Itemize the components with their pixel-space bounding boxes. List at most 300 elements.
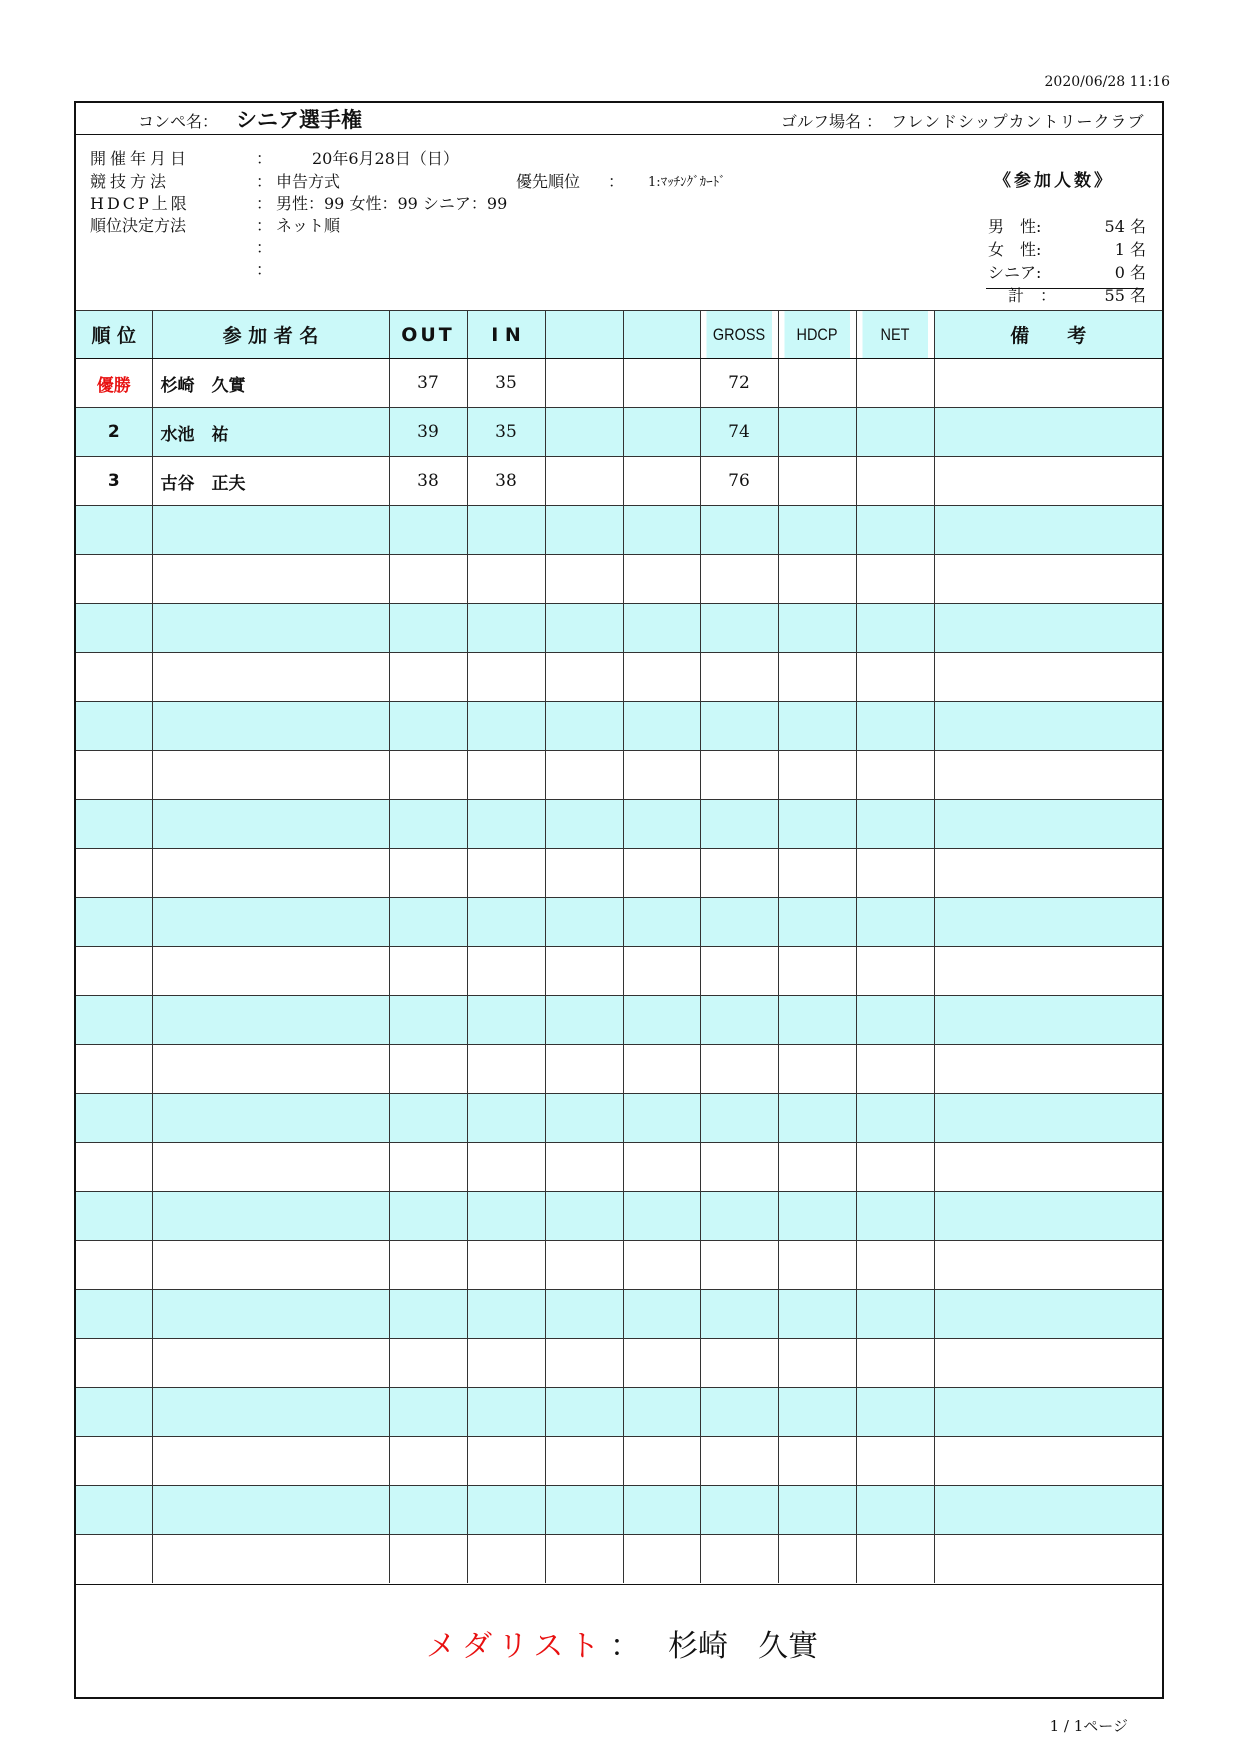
table-cell (778, 1143, 856, 1192)
table-cell (700, 1045, 778, 1094)
table-cell (545, 1143, 623, 1192)
table-cell (152, 1094, 389, 1143)
table-cell (934, 359, 1162, 408)
table-cell (76, 849, 152, 898)
table-cell (545, 1045, 623, 1094)
count-label: シニア: (988, 263, 1042, 282)
table-cell (856, 359, 934, 408)
table-cell: 古谷 正夫 (152, 457, 389, 506)
table-cell (389, 1535, 467, 1584)
table-row (76, 1045, 1162, 1094)
table-cell (934, 408, 1162, 457)
table-cell (934, 996, 1162, 1045)
table-cell (700, 1388, 778, 1437)
table-cell (545, 947, 623, 996)
course-name: フレンドシップカントリークラブ (891, 112, 1145, 131)
table-cell (623, 751, 700, 800)
table-cell (623, 555, 700, 604)
table-cell (545, 1388, 623, 1437)
table-cell (856, 653, 934, 702)
table-cell (856, 996, 934, 1045)
medalist-section (76, 1584, 1162, 1697)
table-cell (389, 751, 467, 800)
table-row (76, 1241, 1162, 1290)
table-cell (545, 1241, 623, 1290)
table-cell (389, 555, 467, 604)
table-cell (467, 849, 545, 898)
table-cell (623, 1143, 700, 1192)
col-participant: 参 加 者 名 (152, 311, 389, 359)
colon: ： (608, 172, 625, 191)
table-cell (700, 555, 778, 604)
table-cell (76, 702, 152, 751)
count-value: 54 名 (1104, 217, 1146, 236)
table-row (76, 751, 1162, 800)
table-cell (467, 800, 545, 849)
table-cell (389, 849, 467, 898)
table-cell (700, 800, 778, 849)
table-cell (934, 506, 1162, 555)
date-label: 開催年月日 (90, 149, 191, 168)
table-cell (545, 996, 623, 1045)
table-row (76, 1094, 1162, 1143)
table-cell (778, 849, 856, 898)
col-gross: GROSS (706, 311, 772, 359)
table-cell (700, 653, 778, 702)
table-cell (623, 506, 700, 555)
table-cell (389, 996, 467, 1045)
table-cell (856, 1094, 934, 1143)
table-cell (76, 506, 152, 555)
table-row (76, 653, 1162, 702)
table-cell (934, 1094, 1162, 1143)
table-cell (778, 947, 856, 996)
table-row (76, 800, 1162, 849)
rank-method-value: ネット順 (276, 216, 341, 235)
table-row (76, 408, 1162, 457)
table-row (76, 604, 1162, 653)
table-cell: 38 (467, 457, 545, 506)
table-cell (700, 1290, 778, 1339)
table-cell (76, 653, 152, 702)
table-cell (623, 1290, 700, 1339)
table-cell (778, 1486, 856, 1535)
table-cell (934, 702, 1162, 751)
table-cell (856, 751, 934, 800)
table-cell (467, 1241, 545, 1290)
table-cell (76, 555, 152, 604)
table-cell (778, 1094, 856, 1143)
col-rank: 順 位 (76, 311, 152, 359)
table-cell (152, 555, 389, 604)
count-value: 55 名 (1104, 286, 1146, 305)
count-female (988, 237, 1146, 259)
table-row (76, 1339, 1162, 1388)
table-header-row (76, 311, 1162, 359)
table-cell (467, 751, 545, 800)
table-cell (389, 1388, 467, 1437)
col-out: OUT (389, 311, 467, 359)
table-cell (700, 604, 778, 653)
table-cell (856, 898, 934, 947)
table-cell: 76 (700, 457, 778, 506)
table-cell (389, 702, 467, 751)
table-cell (934, 751, 1162, 800)
table-row (76, 702, 1162, 751)
table-cell (76, 1094, 152, 1143)
table-cell (700, 1192, 778, 1241)
table-cell (76, 1143, 152, 1192)
table-cell: 3 (76, 457, 152, 506)
table-cell: 杉崎 久實 (152, 359, 389, 408)
table-cell (623, 408, 700, 457)
table-cell (856, 1486, 934, 1535)
table-cell (778, 1290, 856, 1339)
table-cell (467, 702, 545, 751)
table-cell (778, 506, 856, 555)
table-cell (152, 1388, 389, 1437)
table-cell (545, 408, 623, 457)
table-cell (778, 800, 856, 849)
table-cell (467, 1535, 545, 1584)
table-cell (700, 1535, 778, 1584)
colon: ： (256, 238, 273, 257)
table-cell (700, 1486, 778, 1535)
competition-label: コンペ名： (138, 112, 219, 131)
table-cell (934, 555, 1162, 604)
table-cell (623, 1045, 700, 1094)
table-cell (623, 702, 700, 751)
table-cell (467, 1339, 545, 1388)
count-label: 計 ： (1008, 286, 1057, 305)
table-cell (389, 1486, 467, 1535)
table-cell (152, 702, 389, 751)
table-cell (389, 1290, 467, 1339)
table-cell (856, 947, 934, 996)
count-senior (988, 260, 1146, 282)
table-cell (152, 1045, 389, 1094)
table-cell (934, 1045, 1162, 1094)
table-cell (389, 604, 467, 653)
table-cell (152, 947, 389, 996)
table-cell (778, 653, 856, 702)
table-cell (76, 1339, 152, 1388)
table-cell (389, 800, 467, 849)
table-cell (467, 555, 545, 604)
count-total (988, 283, 1146, 305)
table-cell (623, 359, 700, 408)
table-cell (76, 1388, 152, 1437)
table-cell (152, 849, 389, 898)
table-cell (152, 1437, 389, 1486)
table-row (76, 1535, 1162, 1584)
medalist-colon: ： (610, 1629, 640, 1664)
table-cell: 37 (389, 359, 467, 408)
table-cell (700, 751, 778, 800)
count-value: 1 名 (1114, 240, 1146, 259)
table-cell: 38 (389, 457, 467, 506)
table-cell (778, 604, 856, 653)
table-cell (700, 947, 778, 996)
table-cell (934, 1486, 1162, 1535)
table-cell (76, 1535, 152, 1584)
table-cell (152, 1143, 389, 1192)
table-cell (545, 1437, 623, 1486)
table-cell (934, 653, 1162, 702)
table-cell (856, 555, 934, 604)
table-cell (76, 1437, 152, 1486)
table-cell (467, 1045, 545, 1094)
table-cell (778, 1045, 856, 1094)
table-cell (934, 1241, 1162, 1290)
table-cell (700, 996, 778, 1045)
results-body (76, 359, 1162, 1584)
table-cell (623, 849, 700, 898)
table-cell (623, 996, 700, 1045)
table-cell (934, 898, 1162, 947)
table-row (76, 555, 1162, 604)
col-blank-1 (545, 311, 623, 359)
table-cell (778, 1192, 856, 1241)
table-cell (545, 1486, 623, 1535)
table-row (76, 898, 1162, 947)
table-cell (76, 604, 152, 653)
table-cell (467, 653, 545, 702)
table-cell (389, 1339, 467, 1388)
table-cell (152, 1535, 389, 1584)
table-cell (545, 898, 623, 947)
competition-info (76, 134, 1162, 311)
col-in: I N (467, 311, 545, 359)
table-cell (545, 751, 623, 800)
table-cell (389, 1045, 467, 1094)
table-cell (700, 898, 778, 947)
table-cell (700, 1339, 778, 1388)
col-blank-2 (623, 311, 700, 359)
table-cell (856, 1339, 934, 1388)
table-cell (623, 1094, 700, 1143)
table-cell (623, 1339, 700, 1388)
table-cell (545, 1094, 623, 1143)
table-cell (389, 1143, 467, 1192)
table-row (76, 1192, 1162, 1241)
table-cell (623, 898, 700, 947)
table-row (76, 1486, 1162, 1535)
table-cell (545, 457, 623, 506)
table-cell (934, 849, 1162, 898)
table-cell (778, 898, 856, 947)
priority-label: 優先順位 (516, 172, 581, 191)
date-value: 20年6月28日（日） (312, 149, 459, 168)
table-cell (389, 653, 467, 702)
table-cell (76, 996, 152, 1045)
table-cell (76, 800, 152, 849)
table-cell (152, 604, 389, 653)
table-cell (700, 506, 778, 555)
table-cell (545, 1290, 623, 1339)
table-cell: 優勝 (76, 359, 152, 408)
table-cell (152, 653, 389, 702)
table-cell (700, 1437, 778, 1486)
table-cell (467, 604, 545, 653)
table-cell (389, 1241, 467, 1290)
table-cell (856, 1290, 934, 1339)
table-cell (545, 849, 623, 898)
table-cell (467, 1437, 545, 1486)
table-row (76, 947, 1162, 996)
table-row (76, 457, 1162, 506)
print-timestamp: 2020/06/28 11:16 (1044, 74, 1170, 90)
table-cell (389, 1094, 467, 1143)
table-cell (467, 1192, 545, 1241)
table-row (76, 1388, 1162, 1437)
table-cell (700, 849, 778, 898)
table-cell (152, 996, 389, 1045)
table-cell (467, 898, 545, 947)
table-cell (623, 1192, 700, 1241)
table-cell (934, 1535, 1162, 1584)
table-cell (778, 457, 856, 506)
table-cell (700, 1094, 778, 1143)
table-row (76, 359, 1162, 408)
table-cell (934, 800, 1162, 849)
table-row (76, 1290, 1162, 1339)
table-cell (700, 1241, 778, 1290)
table-cell (545, 1535, 623, 1584)
page-number: 1 / 1ページ (1049, 1717, 1128, 1735)
participant-count-title: 《参加人数》 (994, 171, 1114, 191)
table-cell (778, 751, 856, 800)
results-sheet (74, 101, 1164, 1699)
table-cell (934, 1192, 1162, 1241)
table-cell (856, 408, 934, 457)
table-cell (778, 1388, 856, 1437)
table-cell (389, 898, 467, 947)
table-cell (76, 1290, 152, 1339)
table-cell (152, 898, 389, 947)
count-label: 女 性: (988, 240, 1042, 259)
method-value: 申告方式 (276, 172, 341, 191)
table-cell (934, 1290, 1162, 1339)
colon: ： (256, 149, 273, 168)
table-cell (623, 1437, 700, 1486)
table-cell (623, 1486, 700, 1535)
table-cell (856, 604, 934, 653)
table-cell (934, 1339, 1162, 1388)
table-cell (856, 800, 934, 849)
table-cell: 74 (700, 408, 778, 457)
table-cell (934, 1437, 1162, 1486)
table-cell (467, 1388, 545, 1437)
table-cell (778, 1241, 856, 1290)
table-cell (778, 359, 856, 408)
course-label: ゴルフ場名 ： (781, 112, 883, 131)
table-cell (934, 604, 1162, 653)
table-cell (934, 947, 1162, 996)
method-label: 競技方法 (90, 172, 171, 191)
medalist-label: メダリスト (426, 1629, 606, 1664)
table-cell (856, 1143, 934, 1192)
table-cell (389, 947, 467, 996)
table-cell (778, 1339, 856, 1388)
table-cell (76, 947, 152, 996)
table-cell (152, 1241, 389, 1290)
table-cell (389, 506, 467, 555)
table-cell (152, 1192, 389, 1241)
table-cell (623, 653, 700, 702)
table-cell (467, 947, 545, 996)
table-row (76, 506, 1162, 555)
table-cell (856, 849, 934, 898)
table-cell: 35 (467, 408, 545, 457)
table-cell (934, 1143, 1162, 1192)
colon: ： (256, 260, 273, 279)
table-cell (76, 1486, 152, 1535)
table-cell (856, 1388, 934, 1437)
table-cell (623, 947, 700, 996)
table-cell (152, 751, 389, 800)
count-male (988, 214, 1146, 236)
table-cell (152, 800, 389, 849)
table-cell (856, 1045, 934, 1094)
table-cell (545, 702, 623, 751)
table-cell (545, 555, 623, 604)
table-cell (545, 1339, 623, 1388)
table-cell (389, 1192, 467, 1241)
table-cell (545, 604, 623, 653)
table-cell (778, 1535, 856, 1584)
medalist-name: 杉崎 久實 (668, 1629, 818, 1664)
table-cell (467, 506, 545, 555)
table-cell (76, 751, 152, 800)
table-cell (467, 996, 545, 1045)
table-cell (76, 1241, 152, 1290)
table-cell (623, 457, 700, 506)
colon: ： (256, 194, 273, 213)
table-cell (467, 1143, 545, 1192)
table-cell (545, 359, 623, 408)
table-cell (152, 506, 389, 555)
table-cell: 39 (389, 408, 467, 457)
table-cell (545, 1192, 623, 1241)
col-remarks: 備 考 (934, 311, 1162, 359)
table-cell (856, 1192, 934, 1241)
table-cell (152, 1486, 389, 1535)
rank-method-label: 順位決定方法 (90, 216, 187, 235)
col-net: NET (862, 311, 928, 359)
table-row (76, 1437, 1162, 1486)
table-cell (623, 1241, 700, 1290)
table-cell (856, 1535, 934, 1584)
table-cell (778, 1437, 856, 1486)
table-cell (934, 1388, 1162, 1437)
priority-value: 1:ﾏｯﾁﾝｸﾞｶｰﾄﾞ (648, 175, 726, 190)
table-cell (856, 506, 934, 555)
table-cell (856, 1241, 934, 1290)
title-bar (76, 103, 1162, 135)
table-cell (152, 1339, 389, 1388)
table-cell (934, 457, 1162, 506)
results-table (76, 310, 1162, 1583)
table-cell (467, 1290, 545, 1339)
table-cell (856, 457, 934, 506)
table-cell (545, 653, 623, 702)
table-cell (467, 1486, 545, 1535)
table-cell (623, 800, 700, 849)
table-row (76, 996, 1162, 1045)
hdcp-label: HDCP上限 (90, 194, 190, 213)
table-cell (545, 800, 623, 849)
